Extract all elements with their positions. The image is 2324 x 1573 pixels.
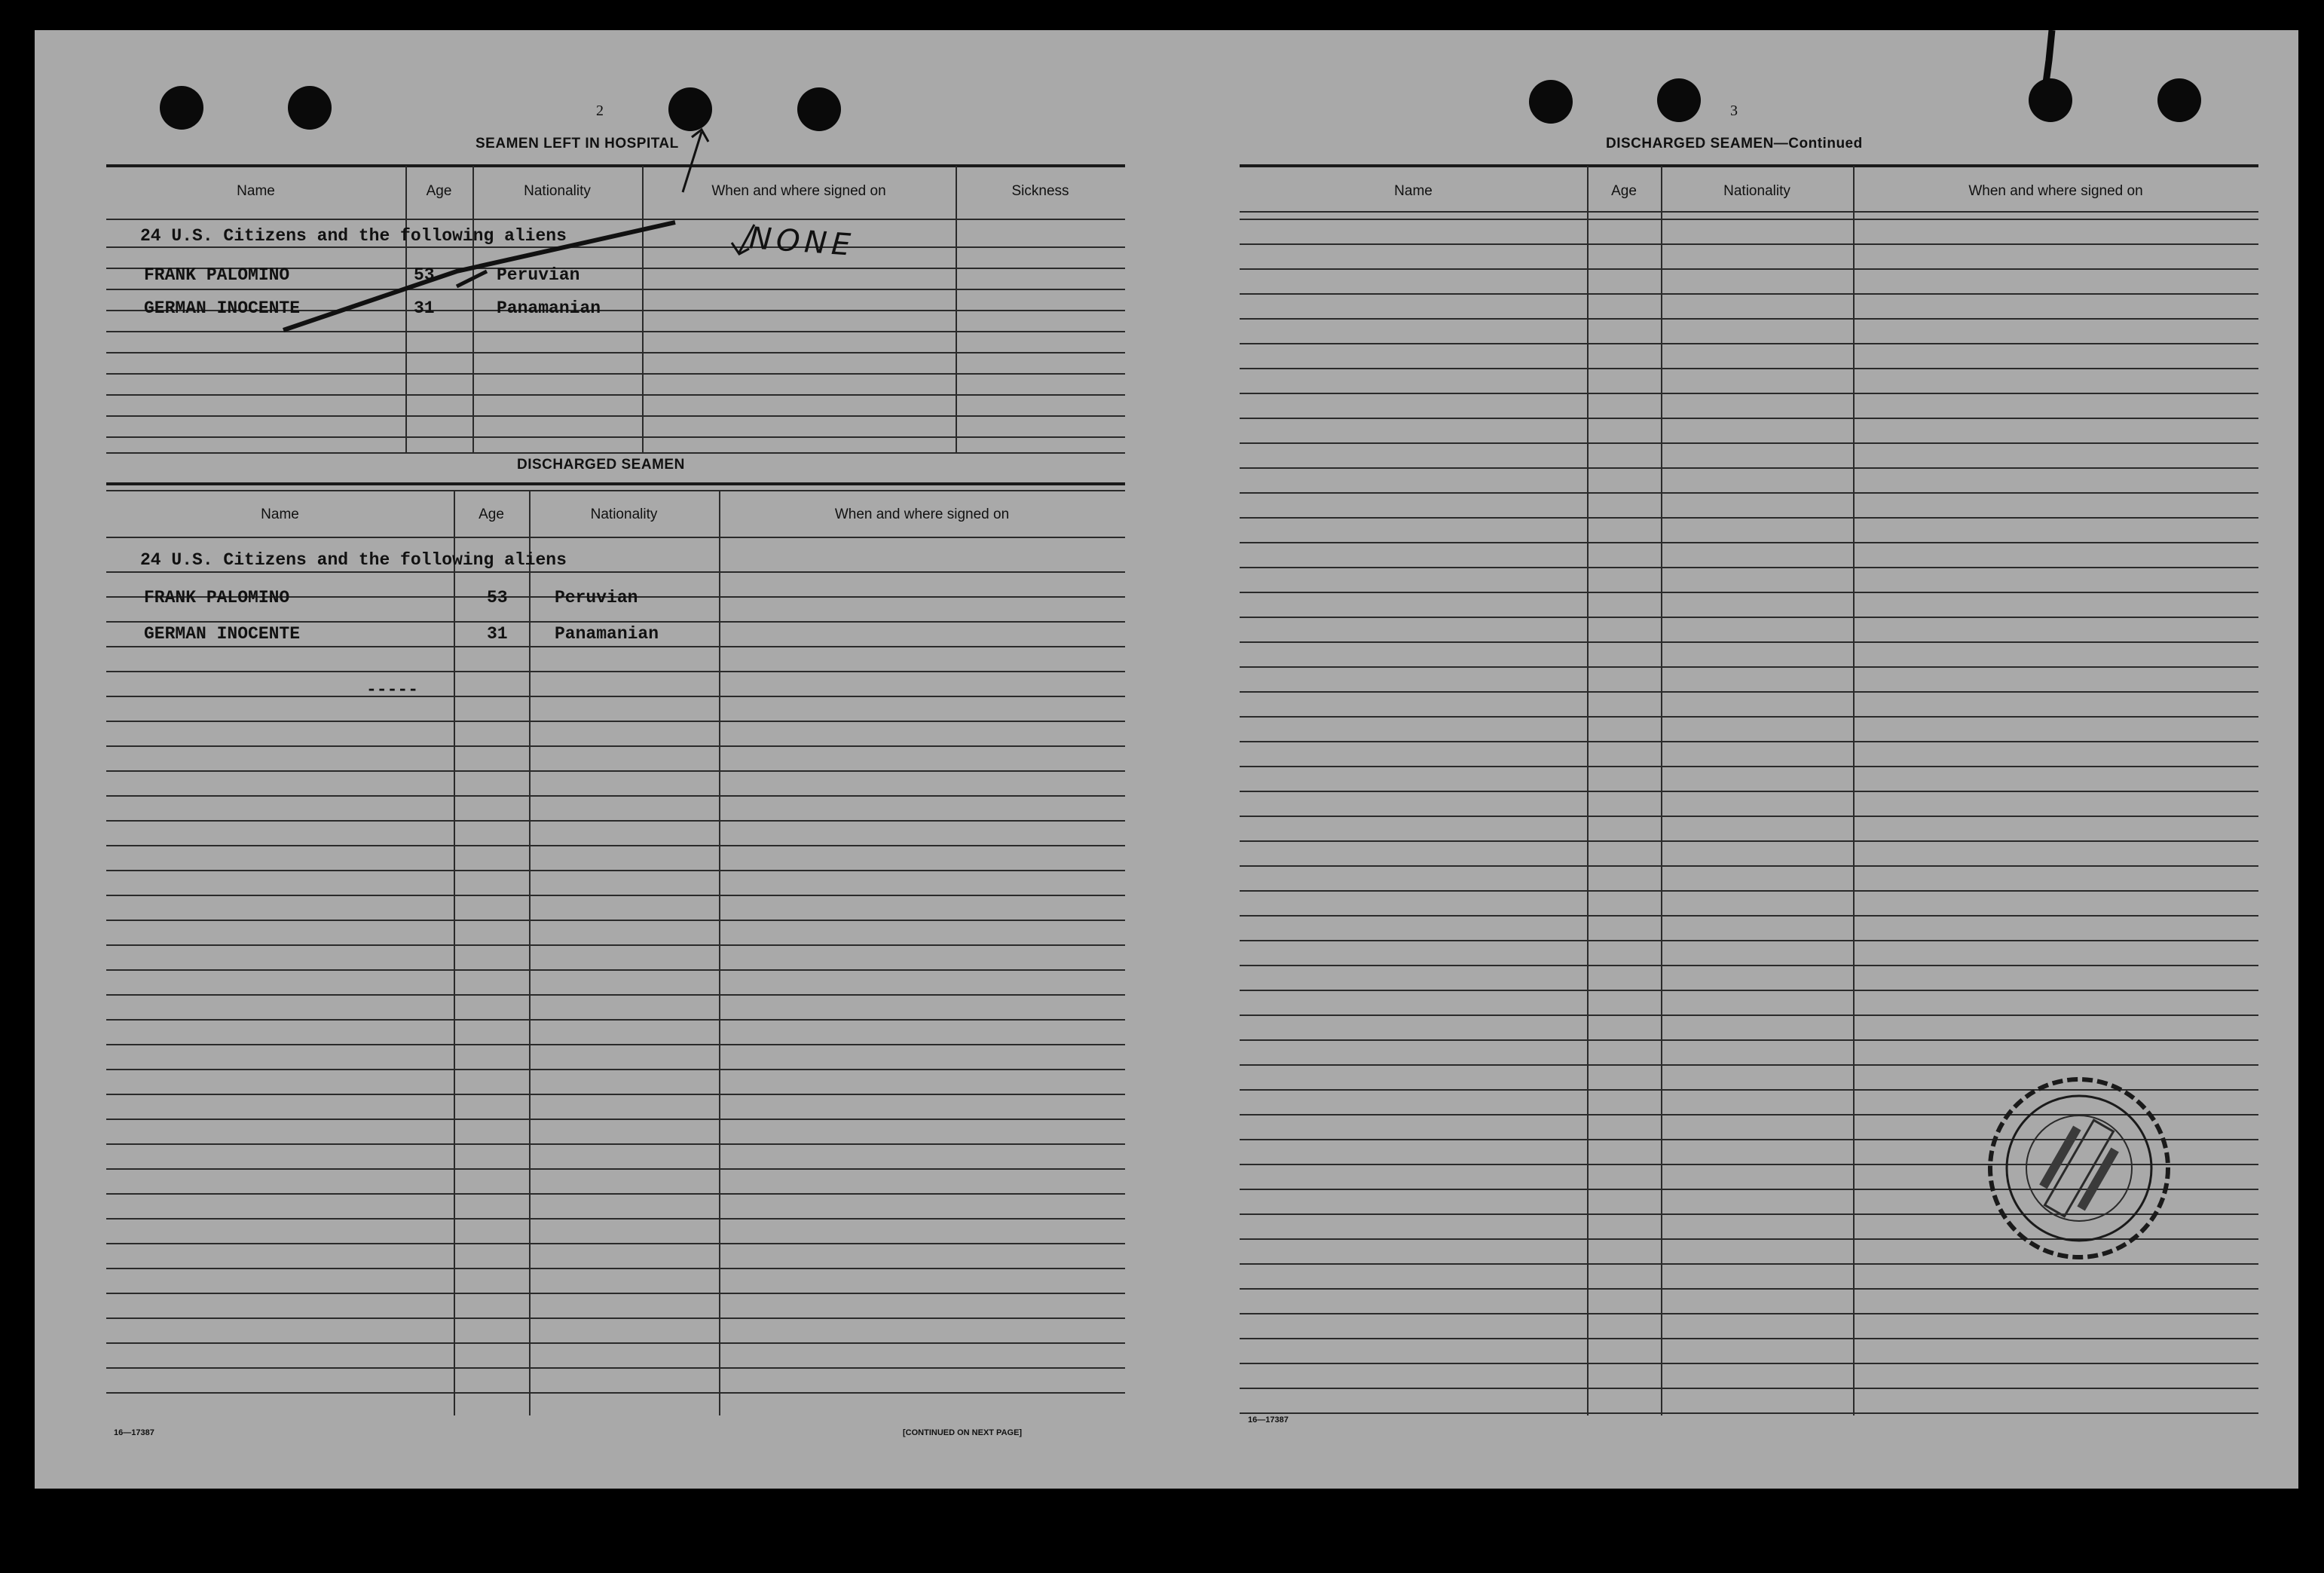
ruled-line [106,870,1125,871]
ruled-line [106,721,1125,722]
ruled-line [1240,1313,2258,1314]
ruled-line [1240,741,2258,742]
document-sheet [35,30,2298,1489]
ruled-line [106,1143,1125,1145]
column-header-nationality: Nationality [524,183,591,199]
row-name: FRANK PALOMINO [144,265,290,285]
ruled-line [106,671,1125,672]
ruled-line [106,795,1125,797]
row-name: GERMAN INOCENTE [144,298,301,318]
ruled-line [106,696,1125,697]
ruled-line [106,895,1125,896]
ruled-line [106,1193,1125,1195]
ruled-line [1240,915,2258,917]
ruled-line [106,745,1125,747]
row-nationality: Panamanian [497,298,601,318]
ruled-line [1240,1363,2258,1364]
ruled-line [1240,318,2258,320]
column-header-signed-on: When and where signed on [711,183,886,199]
ruled-line [1240,219,2258,220]
ruled-line [106,571,1125,573]
column-header-name: Name [237,183,275,199]
ruled-line [106,920,1125,921]
page-number: 3 [1730,103,1738,119]
handwritten-strike-marks [35,30,1165,482]
ruled-line [1240,1388,2258,1389]
ruled-line [1240,517,2258,519]
intro-line: 24 U.S. Citizens and the following aliens [140,550,567,570]
ruled-line [106,1168,1125,1170]
ruled-line [1240,1412,2258,1414]
ruled-line [106,1218,1125,1220]
ruled-line [106,770,1125,772]
ruled-line [1240,840,2258,842]
column-header-age: Age [426,183,452,199]
column-header-nationality: Nationality [590,506,658,522]
ruled-line [106,1342,1125,1344]
circular-receipt-stamp [1985,1074,2173,1262]
ruled-line [1240,940,2258,941]
column-header-name: Name [1394,183,1433,199]
discharged-section-title: DISCHARGED SEAMEN [517,457,685,473]
right-page [1169,30,2298,1489]
ruled-line [1240,592,2258,593]
ruled-line [106,1243,1125,1244]
ruled-line [1240,1338,2258,1339]
ruled-line [1240,766,2258,767]
ruled-line [1240,890,2258,892]
discharged-continued-title: DISCHARGED SEAMEN—Continued [1606,136,1863,151]
ruled-line [106,944,1125,946]
ruled-line [1240,990,2258,991]
ruled-line [1240,791,2258,792]
page-number: 2 [596,103,604,119]
dash-separator: ----- [366,680,419,699]
row-nationality: Peruvian [497,265,580,285]
left-page [35,30,1165,1489]
ruled-line [1240,243,2258,245]
ruled-line [1240,691,2258,693]
ruled-line [106,820,1125,822]
ruled-line [106,1317,1125,1319]
ruled-line [1240,965,2258,966]
column-header-age: Age [1611,183,1637,199]
row-age: 53 [487,588,508,607]
ruled-line [106,1268,1125,1269]
ruled-line [1240,492,2258,494]
intro-line: 24 U.S. Citizens and the following aliens [140,226,567,246]
ruled-line [1240,617,2258,618]
row-age: 31 [487,624,508,644]
row-age: 31 [414,298,435,318]
ruled-line [1240,641,2258,643]
ruled-line [106,1069,1125,1070]
row-name: GERMAN INOCENTE [144,624,301,644]
ruled-line [1240,816,2258,817]
ruled-line [106,1367,1125,1369]
punch-hole [2157,78,2201,122]
form-number: 16—17387 [1248,1415,1289,1425]
ruled-line [1240,567,2258,568]
ruled-line [1240,1263,2258,1265]
row-nationality: Panamanian [555,624,659,644]
ruled-line [1240,467,2258,469]
column-header-sickness: Sickness [1011,183,1069,199]
row-name: FRANK PALOMINO [144,588,290,607]
ruled-line [106,1119,1125,1120]
ruled-line [106,1044,1125,1045]
column-header-signed-on: When and where signed on [834,506,1010,522]
ruled-line [106,1094,1125,1095]
ruled-line [106,646,1125,647]
handwritten-none-note: NONE [748,221,857,263]
ruled-line [106,845,1125,846]
ruled-line [106,621,1125,623]
ruled-line [1240,716,2258,718]
ruled-line [1240,1288,2258,1290]
torn-mark [2035,30,2066,90]
column-header-signed-on: When and where signed on [1968,183,2143,199]
ruled-line [1240,442,2258,444]
column-header-name: Name [261,506,299,522]
row-age: 53 [414,265,435,285]
ruled-line [106,994,1125,996]
punch-hole [1529,80,1573,124]
ruled-line [106,969,1125,971]
column-header-age: Age [479,506,504,522]
ruled-line [1240,343,2258,344]
ruled-line [1240,293,2258,295]
ruled-line [1240,1064,2258,1066]
ruled-line [106,1392,1125,1394]
column-header-nationality: Nationality [1723,183,1790,199]
ruled-line [1240,666,2258,668]
continued-note: [CONTINUED ON NEXT PAGE] [903,1428,1023,1437]
ruled-line [1240,368,2258,369]
ruled-line [106,1019,1125,1021]
ruled-line [1240,268,2258,270]
ruled-line [1240,418,2258,419]
row-nationality: Peruvian [555,588,638,607]
ruled-line [1240,542,2258,543]
ruled-line [1240,865,2258,867]
ruled-line [1240,393,2258,394]
form-number: 16—17387 [114,1428,154,1437]
ruled-line [1240,1039,2258,1041]
punch-hole [1657,78,1701,122]
hospital-section-title: SEAMEN LEFT IN HOSPITAL [476,136,679,151]
ruled-line [1240,1014,2258,1016]
ruled-line [106,1293,1125,1294]
